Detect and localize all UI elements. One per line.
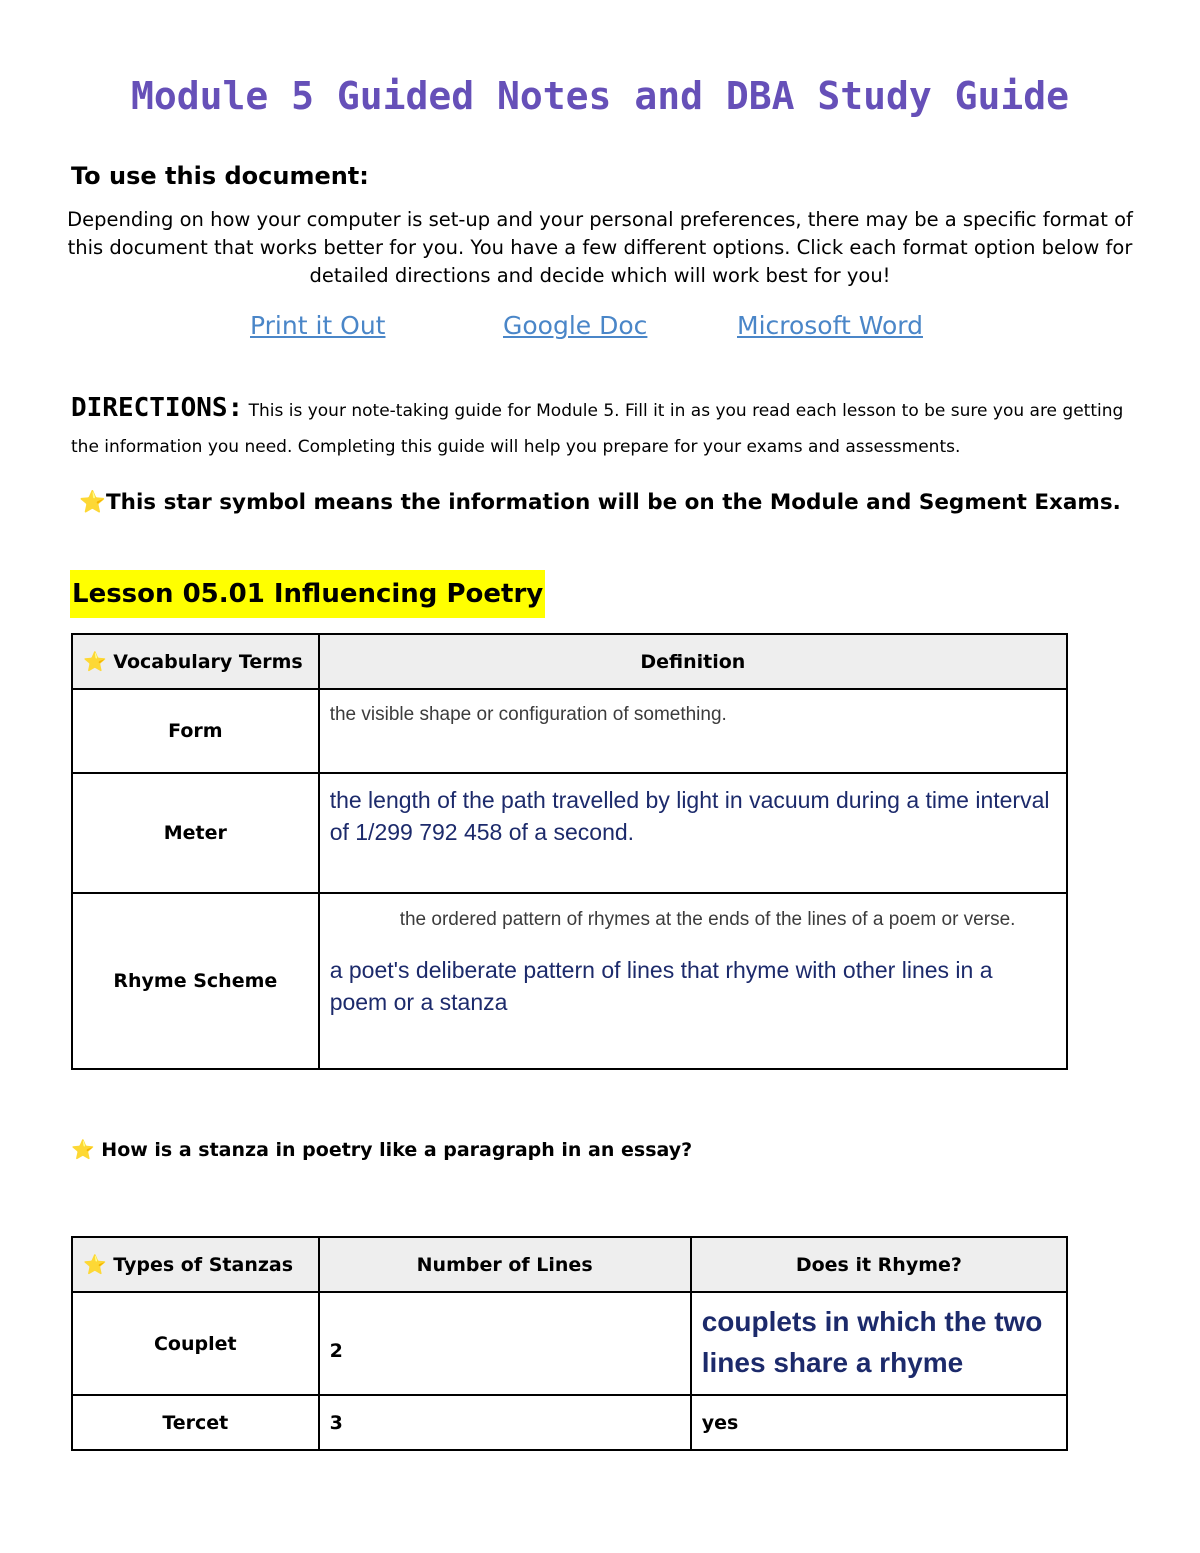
star-note-text: This star symbol means the information will be on the Module and Segment Exams. — [105, 490, 1121, 515]
definition-cell[interactable] — [319, 893, 1067, 1069]
number-of-lines-header: Number of Lines — [319, 1237, 691, 1292]
stanza-question — [71, 1138, 692, 1161]
definition-cell[interactable]: the length of the path travelled by light in vacuum during a time interval of 1/299 792 458 of a second. — [319, 773, 1067, 893]
types-of-stanzas-header: ⭐ Types of Stanzas — [72, 1237, 319, 1292]
term-cell: Form — [72, 689, 319, 773]
table-row — [72, 1292, 1067, 1395]
star-icon: ⭐ — [83, 651, 107, 673]
directions-text: This is your note-taking guide for Module 5. Fill it in as you read each lesson to be sure you are getting the information you need. Completing this guide will help you prepare for your exams and assessments. — [71, 401, 1124, 457]
table-row — [72, 689, 1067, 773]
page-title: Module 5 Guided Notes and DBA Study Guide — [131, 74, 1069, 118]
star-icon: ⭐ — [71, 1139, 95, 1161]
definition-text: the ordered pattern of rhymes at the ends of the lines of a poem or verse. — [399, 909, 1016, 930]
rhyme-cell[interactable]: couplets in which the two lines share a rhyme — [691, 1292, 1067, 1395]
star-icon: ⭐ — [79, 490, 106, 515]
does-it-rhyme-header: Does it Rhyme? — [691, 1237, 1067, 1292]
vocabulary-header-row — [72, 634, 1067, 689]
definition-cell[interactable]: the visible shape or configuration of something. — [319, 689, 1067, 773]
star-icon: ⭐ — [83, 1254, 107, 1276]
question-text: How is a stanza in poetry like a paragraph in an essay? — [101, 1139, 693, 1161]
number-of-lines-cell[interactable]: 3 — [319, 1395, 691, 1450]
stanza-type-cell: Tercet — [72, 1395, 319, 1450]
microsoft-word-link[interactable]: Microsoft Word — [737, 311, 923, 340]
lesson-heading: Lesson 05.01 Influencing Poetry — [70, 570, 545, 618]
directions-paragraph — [71, 390, 1141, 465]
print-it-out-link[interactable]: Print it Out — [250, 311, 386, 340]
google-doc-link[interactable]: Google Doc — [503, 311, 648, 340]
definition-text: a poet's deliberate pattern of lines that rhyme with other lines in a poem or a stanza — [329, 957, 993, 1015]
stanza-table — [71, 1236, 1068, 1451]
number-of-lines-cell[interactable]: 2 — [319, 1292, 691, 1395]
vocabulary-terms-header: ⭐ Vocabulary Terms — [72, 634, 319, 689]
term-cell: Rhyme Scheme — [72, 893, 319, 1069]
definition-header: Definition — [319, 634, 1067, 689]
vocabulary-table — [71, 633, 1068, 1070]
table-row — [72, 893, 1067, 1069]
table-row — [72, 773, 1067, 893]
stanza-type-cell: Couplet — [72, 1292, 319, 1395]
star-note — [0, 490, 1200, 515]
directions-label: DIRECTIONS: — [71, 393, 244, 423]
table-row — [72, 1395, 1067, 1450]
term-cell: Meter — [72, 773, 319, 893]
use-document-heading: To use this document: — [71, 162, 369, 190]
stanza-header-row — [72, 1237, 1067, 1292]
intro-paragraph: Depending on how your computer is set-up and your personal preferences, there may be a specific format of this document that works better for you. You have a few different options. Click each format option below for detailed directions and decide which will work best for you! — [67, 208, 1133, 287]
rhyme-cell[interactable]: yes — [691, 1395, 1067, 1450]
